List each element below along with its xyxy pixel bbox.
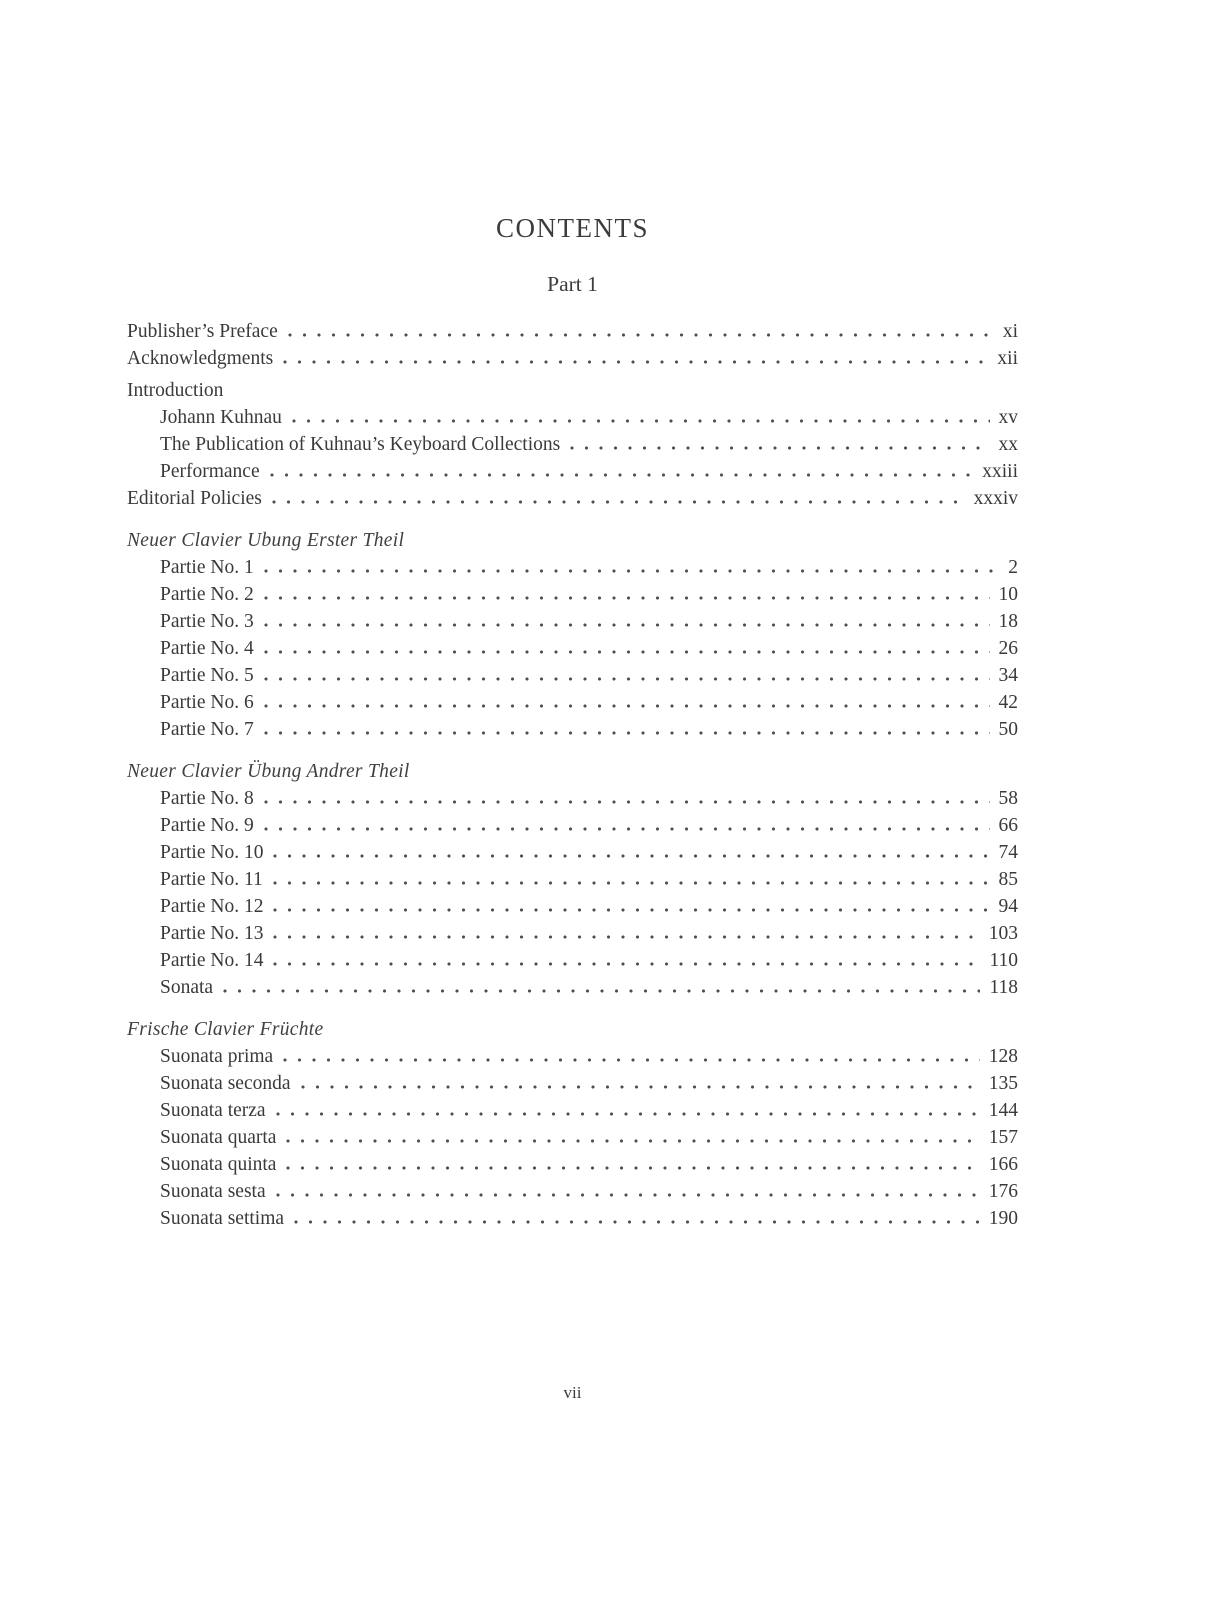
- toc-entry-label: Suonata quarta: [160, 1127, 277, 1148]
- toc-entry: [127, 318, 1018, 345]
- toc-entry-page: 85: [998, 869, 1018, 890]
- dot-leader: [570, 446, 989, 450]
- toc-entry-label: Partie No. 14: [160, 950, 264, 971]
- dot-leader: [270, 473, 974, 477]
- toc-entry-label: Partie No. 3: [160, 611, 254, 632]
- toc-entry-label: Acknowledgments: [127, 348, 274, 369]
- dot-leader: [301, 1085, 980, 1089]
- toc-entry: [127, 812, 1018, 839]
- toc-entry-page: 166: [988, 1154, 1018, 1175]
- dot-leader: [264, 827, 990, 831]
- toc-entry: [127, 485, 1018, 512]
- toc-entry-label: Suonata seconda: [160, 1073, 291, 1094]
- dot-leader: [264, 650, 990, 654]
- toc-entry-page: 10: [998, 584, 1018, 605]
- toc-entry-label: Partie No. 2: [160, 584, 254, 605]
- toc-entry-page: 157: [988, 1127, 1018, 1148]
- toc-entry-label: Partie No. 9: [160, 815, 254, 836]
- dot-leader: [276, 1193, 980, 1197]
- toc-entry-label: Suonata terza: [160, 1100, 266, 1121]
- toc-section-heading: Frische Clavier Früchte: [127, 1019, 324, 1040]
- toc-entry: [127, 947, 1018, 974]
- toc-entry: [127, 689, 1018, 716]
- toc-entry-page: 110: [989, 950, 1018, 971]
- toc-entry-label: Publisher’s Preface: [127, 321, 278, 342]
- toc-entry-label: The Publication of Kuhnau’s Keyboard Collections: [160, 434, 561, 455]
- dot-leader: [273, 935, 979, 939]
- toc-entry-label: Partie No. 8: [160, 788, 254, 809]
- toc-entry: [127, 581, 1018, 608]
- toc-entry: [127, 974, 1018, 1001]
- toc-entry: [127, 635, 1018, 662]
- toc-entry-page: 94: [998, 896, 1018, 917]
- toc-entry-page: 26: [998, 638, 1018, 659]
- dot-leader: [273, 854, 989, 858]
- toc-entry: [127, 345, 1018, 372]
- dot-leader: [292, 419, 990, 423]
- dot-leader: [223, 989, 980, 993]
- toc-entry-page: 135: [988, 1073, 1018, 1094]
- toc-entry-label: Johann Kuhnau: [160, 407, 282, 428]
- toc-entry-page: 118: [989, 977, 1018, 998]
- toc-entry: [127, 458, 1018, 485]
- toc-entry: [127, 404, 1018, 431]
- dot-leader: [286, 1139, 979, 1143]
- toc-entry: [127, 893, 1018, 920]
- dot-leader: [264, 731, 990, 735]
- toc-section-heading: Neuer Clavier Ubung Erster Theil: [127, 530, 405, 551]
- dot-leader: [264, 800, 990, 804]
- toc-entry-label: Suonata settima: [160, 1208, 285, 1229]
- toc-entry-page: xv: [998, 407, 1018, 428]
- toc-entry-page: 42: [998, 692, 1018, 713]
- toc-entry: [127, 1178, 1018, 1205]
- toc-entry-page: 128: [988, 1046, 1018, 1067]
- toc-entry-label: Introduction: [127, 380, 224, 401]
- toc-entry-page: 2: [1008, 557, 1018, 578]
- toc-entry-label: Editorial Policies: [127, 488, 262, 509]
- toc-entry-label: Partie No. 13: [160, 923, 264, 944]
- toc-entry-page: 176: [988, 1181, 1018, 1202]
- toc-entry-page: 74: [998, 842, 1018, 863]
- dot-leader: [264, 704, 990, 708]
- dot-leader: [283, 360, 988, 364]
- dot-leader: [283, 1058, 980, 1062]
- toc-entry-label: Partie No. 12: [160, 896, 264, 917]
- toc-entry: [127, 1151, 1018, 1178]
- part-label: Part 1: [547, 272, 598, 296]
- dot-leader: [264, 569, 1000, 573]
- toc-entry: [127, 377, 1018, 404]
- dot-leader: [294, 1220, 980, 1224]
- toc-entry-page: 50: [998, 719, 1018, 740]
- toc-entry-label: Partie No. 11: [160, 869, 263, 890]
- dot-leader: [264, 677, 990, 681]
- toc-entry: [127, 1205, 1018, 1232]
- toc-entry-page: xx: [998, 434, 1018, 455]
- toc-entry-label: Partie No. 6: [160, 692, 254, 713]
- toc-entry: [127, 1070, 1018, 1097]
- toc-entry-page: 18: [998, 611, 1018, 632]
- toc-entry-label: Sonata: [160, 977, 214, 998]
- toc-entry-label: Suonata quinta: [160, 1154, 277, 1175]
- toc-section-heading: Neuer Clavier Übung Andrer Theil: [127, 761, 410, 782]
- toc-entry: [127, 839, 1018, 866]
- dot-leader: [264, 623, 990, 627]
- toc-entry-label: Partie No. 5: [160, 665, 254, 686]
- toc-entry-page: xxiii: [982, 461, 1018, 482]
- toc-entry: [127, 608, 1018, 635]
- document-page: [127, 0, 1018, 1608]
- toc-entry-label: Suonata prima: [160, 1046, 274, 1067]
- toc-entry: [127, 866, 1018, 893]
- dot-leader: [272, 500, 965, 504]
- toc-entry-label: Partie No. 4: [160, 638, 254, 659]
- toc-entry-label: Performance: [160, 461, 260, 482]
- toc-entry: [127, 662, 1018, 689]
- toc-entry-page: 190: [988, 1208, 1018, 1229]
- page-title: CONTENTS: [496, 213, 649, 243]
- table-of-contents: [127, 318, 1018, 1232]
- toc-entry: [127, 785, 1018, 812]
- toc-entry-page: 103: [988, 923, 1018, 944]
- toc-entry: [127, 1124, 1018, 1151]
- dot-leader: [288, 333, 994, 337]
- toc-entry: [127, 431, 1018, 458]
- dot-leader: [273, 908, 989, 912]
- toc-entry: [127, 554, 1018, 581]
- toc-entry-label: Suonata sesta: [160, 1181, 266, 1202]
- toc-entry-label: Partie No. 10: [160, 842, 264, 863]
- toc-entry-page: xi: [1002, 321, 1018, 342]
- toc-entry-label: Partie No. 7: [160, 719, 254, 740]
- toc-entry-page: 66: [998, 815, 1018, 836]
- dot-leader: [273, 881, 990, 885]
- toc-entry-page: 144: [988, 1100, 1018, 1121]
- toc-entry: [127, 920, 1018, 947]
- dot-leader: [286, 1166, 979, 1170]
- toc-entry-page: xxxiv: [973, 488, 1018, 509]
- toc-entry-page: 58: [998, 788, 1018, 809]
- toc-entry: [127, 1097, 1018, 1124]
- toc-entry: [127, 1043, 1018, 1070]
- folio-page-number: vii: [563, 1383, 582, 1402]
- dot-leader: [273, 962, 980, 966]
- toc-entry: [127, 716, 1018, 743]
- dot-leader: [276, 1112, 980, 1116]
- toc-entry-label: Partie No. 1: [160, 557, 254, 578]
- toc-entry-page: 34: [998, 665, 1018, 686]
- dot-leader: [264, 596, 990, 600]
- toc-entry-page: xii: [997, 348, 1018, 369]
